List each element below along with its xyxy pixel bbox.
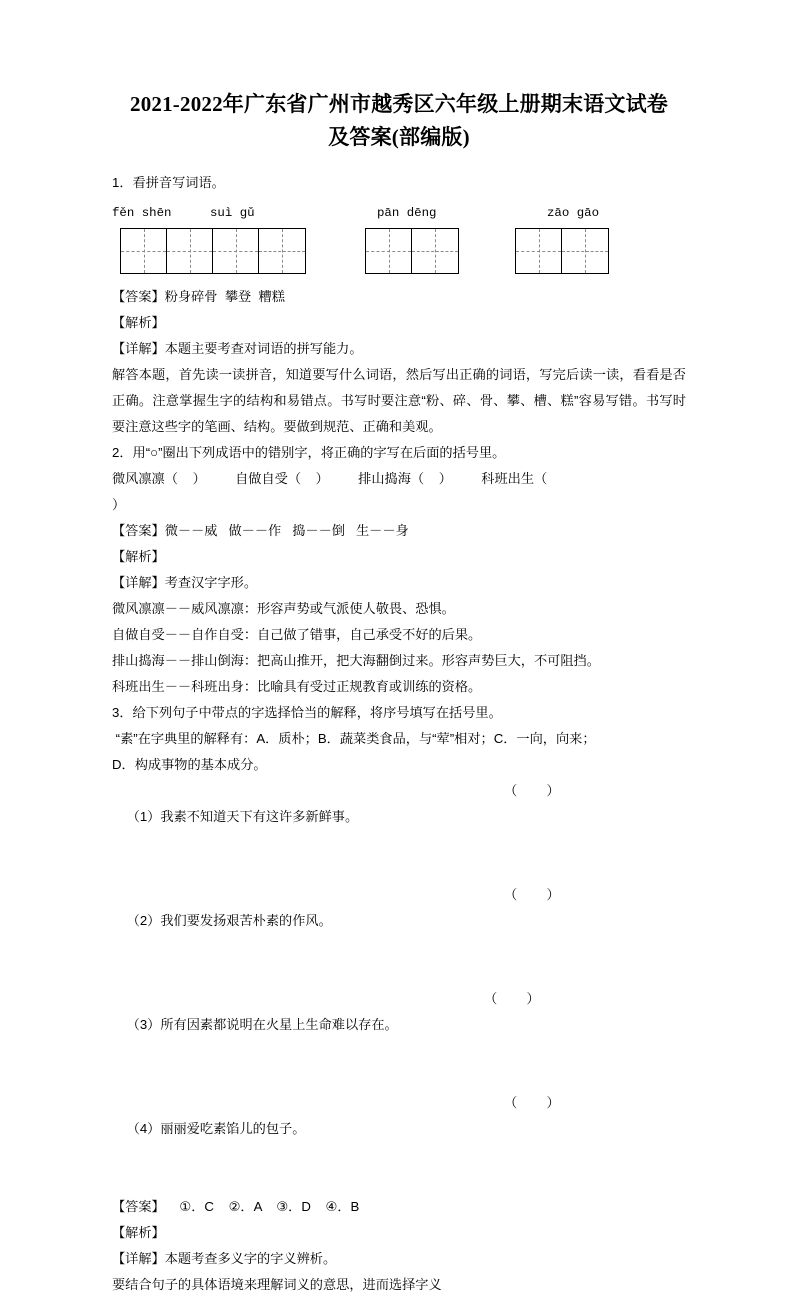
question-2-detail — [112, 570, 686, 596]
page-title-line-1: 2021-2022年广东省广州市越秀区六年级上册期末语文试卷 — [130, 92, 668, 116]
grid-cell[interactable] — [366, 229, 412, 273]
question-3-bracket-4[interactable]: （ ） — [504, 1095, 560, 1110]
question-1-explanation: 解答本题，首先读一读拼音，知道要写什么词语，然后写出正确的词语，写完后读一读，看看是否正确。注意掌握生字的结构和易错点。书写时要注意“粉、碎、骨、攀、槽、糕”容易写错。书写时要注意这些字的笔画、结构。要做到规范、正确和美观。 — [112, 367, 686, 434]
writing-grid-2[interactable] — [365, 228, 459, 274]
idiom-explanation-4: 科班出生－－科班出身：比喻具有受过正规教育或训练的资格。 — [112, 679, 482, 694]
question-3-bracket-2[interactable]: （ ） — [504, 887, 560, 902]
question-1-detail-text: 本题主要考查对词语的拼写能力。 — [164, 341, 363, 356]
writing-grid-1[interactable] — [120, 228, 306, 274]
question-3-sentence-4-text: （4）丽丽爱吃素馅儿的包子。 — [126, 1121, 306, 1136]
question-3-answer-text: ①．C ②．A ③．D ④．B — [164, 1199, 360, 1214]
question-3-detail — [112, 1246, 686, 1272]
question-3-options-line-2: D．构成事物的基本成分。 — [112, 757, 267, 772]
question-3-answer — [112, 1194, 686, 1220]
question-1-analysis-label: 【解析】 — [112, 315, 165, 330]
detail-label: 【详解】 — [112, 575, 165, 590]
writing-grid-3[interactable] — [515, 228, 609, 274]
idiom-explanation-1: 微风凛凛－－威风凛凛：形容声势或气派使人敬畏、恐惧。 — [112, 601, 455, 616]
question-3-sentence-2-text: （2）我们要发扬艰苦朴素的作风。 — [126, 913, 332, 928]
detail-label: 【详解】 — [112, 341, 165, 356]
question-2-items: 微风凛凛（ ） 自做自受（ ） 排山捣海（ ） 科班出生（ — [112, 471, 548, 486]
question-3-detail-text: 本题考查多义字的字义辨析。 — [164, 1251, 337, 1266]
question-3-closing: 要结合句子的具体语境来理解词义的意思，进而选择字义 — [112, 1277, 442, 1292]
question-2-items-wrap: ） — [112, 497, 126, 512]
grid-cell[interactable] — [516, 229, 562, 273]
question-3-sentence-2 — [112, 882, 686, 986]
question-2-answer — [112, 518, 686, 544]
pinyin-pan-deng: pān dēng — [377, 206, 437, 220]
question-1-stem: 1．看拼音写词语。 — [112, 175, 225, 190]
question-3-sentence-1 — [112, 778, 686, 882]
grid-cell[interactable] — [562, 229, 608, 273]
question-2-analysis-label: 【解析】 — [112, 549, 165, 564]
idiom-explanation-3: 排山捣海－－排山倒海：把高山推开，把大海翻倒过来。形容声势巨大，不可阻挡。 — [112, 653, 600, 668]
question-2-detail-text: 考查汉字字形。 — [164, 575, 258, 590]
grid-cell[interactable] — [213, 229, 259, 273]
question-3-bracket-3[interactable]: （ ） — [484, 991, 540, 1006]
grid-cell[interactable] — [259, 229, 305, 273]
grid-cell[interactable] — [121, 229, 167, 273]
answer-label: 【答案】 — [112, 1199, 165, 1214]
question-1-answer — [112, 284, 686, 310]
question-1-writing-grids — [112, 228, 686, 284]
question-2-stem: 2．用“○”圈出下列成语中的错别字，将正确的字写在后面的括号里。 — [112, 445, 506, 460]
question-1-answer-text: 粉身碎骨 攀登 糟糕 — [164, 289, 285, 304]
question-3-analysis-label: 【解析】 — [112, 1225, 165, 1240]
question-3-sentence-4 — [112, 1090, 686, 1194]
page-title-line-2: 及答案(部编版) — [328, 125, 470, 149]
question-3-sentence-3 — [112, 986, 686, 1090]
question-3-stem: 3．给下列句子中带点的字选择恰当的解释，将序号填写在括号里。 — [112, 705, 502, 720]
answer-label: 【答案】 — [112, 523, 165, 538]
answer-label: 【答案】 — [112, 289, 165, 304]
grid-cell[interactable] — [167, 229, 213, 273]
question-2-answer-text: 微－－威 做－－作 捣－－倒 生－－身 — [164, 523, 409, 538]
question-3-bracket-1[interactable]: （ ） — [504, 783, 560, 798]
question-3-sentence-1-text: （1）我素不知道天下有这许多新鲜事。 — [126, 809, 359, 824]
pinyin-sui-gu: suì gǔ — [210, 206, 255, 220]
pinyin-fen-shen: fěn shēn — [112, 206, 172, 220]
question-3-sentence-3-text: （3）所有因素都说明在火星上生命难以存在。 — [126, 1017, 398, 1032]
pinyin-zao-gao: zāo gāo — [547, 206, 600, 220]
question-1-pinyin-row — [112, 204, 686, 226]
grid-cell[interactable] — [412, 229, 458, 273]
page-title — [112, 88, 686, 154]
idiom-explanation-2: 自做自受－－自作自受：自己做了错事，自己承受不好的后果。 — [112, 627, 482, 642]
question-1-detail — [112, 336, 686, 362]
question-3-options-line-1: “素”在字典里的解释有：A．质朴；B．蔬菜类食品，与“荤”相对；C．一向，向来； — [112, 731, 596, 746]
detail-label: 【详解】 — [112, 1251, 165, 1266]
